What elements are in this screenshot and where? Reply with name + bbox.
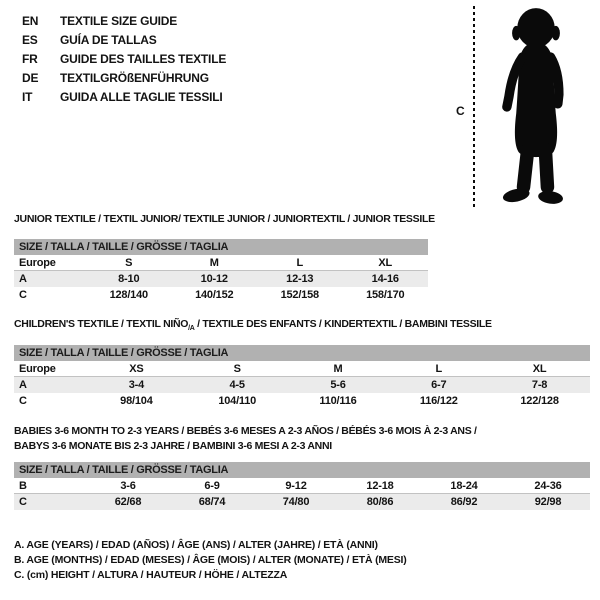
height-cell: 98/104: [120, 395, 153, 407]
age-cell: 5-6: [330, 379, 346, 391]
age-cell: 14-16: [371, 273, 399, 285]
height-cell: 152/158: [280, 289, 319, 301]
height-cell: 92/98: [534, 496, 562, 508]
row-label: C: [19, 395, 27, 407]
language-title: TEXTILGRÖßENFÜHRUNG: [60, 71, 209, 85]
toddler-foot-right: [537, 190, 563, 206]
size-cell: L: [435, 363, 443, 375]
language-title: GUIDE DES TAILLES TEXTILE: [60, 52, 227, 66]
table-row-europe: [14, 255, 428, 271]
height-cell: 140/152: [195, 289, 234, 301]
children-table-title: [14, 318, 492, 332]
row-label: Europe: [19, 257, 56, 269]
age-cell: 7-8: [531, 379, 548, 391]
height-cell: 80/86: [366, 496, 394, 508]
height-cell: 128/140: [109, 289, 148, 301]
junior-table-title: JUNIOR TEXTILE / TEXTIL JUNIOR/ TEXTILE JUNIOR / JUNIORTEXTIL / JUNIOR TESSILE: [14, 213, 435, 225]
height-dotted-line: [473, 6, 475, 207]
age-cell: 6-9: [204, 480, 220, 492]
table-row-europe: [14, 361, 590, 377]
language-code: ES: [22, 33, 38, 47]
age-cell: 24-36: [534, 480, 562, 492]
row-label: C: [19, 289, 27, 301]
language-code: DE: [22, 71, 39, 85]
row-label: C: [19, 496, 27, 508]
table-row-age: [14, 271, 428, 287]
language-code: EN: [22, 14, 39, 28]
height-measure-figure: [0, 0, 600, 215]
children-size-table: [14, 345, 590, 409]
table-row-height: [14, 287, 428, 303]
height-cell: 116/122: [419, 395, 458, 407]
language-title: GUÍA DE TALLAS: [60, 33, 157, 47]
age-cell: 12-13: [286, 273, 314, 285]
language-code: IT: [22, 90, 33, 104]
age-cell: 9-12: [285, 480, 307, 492]
footnote-height-cm: C. (cm) HEIGHT / ALTURA / HAUTEUR / HÖHE / ALTEZZA: [14, 569, 288, 581]
toddler-ear-left: [512, 26, 520, 41]
height-cell: 110/116: [319, 395, 357, 407]
babies-title-line2: BABYS 3-6 MONATE BIS 2-3 JAHRE / BAMBINI 3-6 MESI A 2-3 ANNI: [14, 440, 332, 452]
row-label: A: [19, 273, 27, 285]
height-measure-label: C: [456, 104, 465, 118]
babies-table-title: [14, 424, 477, 454]
age-cell: 18-24: [450, 480, 478, 492]
row-label: B: [19, 480, 27, 492]
size-cell: S: [233, 363, 241, 375]
size-header-bar: SIZE / TALLA / TAILLE / GRÖSSE / TAGLIA: [14, 345, 590, 361]
height-cell: 122/128: [520, 395, 559, 407]
table-row-height: [14, 393, 590, 409]
language-title: TEXTILE SIZE GUIDE: [60, 14, 178, 28]
age-cell: 4-5: [229, 379, 245, 391]
row-label: Europe: [19, 363, 56, 375]
size-cell: XL: [378, 257, 393, 269]
babies-title-line1: BABIES 3-6 MONTH TO 2-3 YEARS / BEBÉS 3-6 MESES A 2-3 AÑOS / BÉBÉS 3-6 MOIS À 2-3 ANS /: [14, 425, 477, 437]
language-title: GUIDA ALLE TAGLIE TESSILI: [60, 90, 223, 104]
height-cell: 104/110: [218, 395, 257, 407]
age-cell: 12-18: [366, 480, 394, 492]
age-cell: 10-12: [200, 273, 228, 285]
toddler-ear-right: [552, 26, 560, 41]
size-cell: M: [333, 363, 343, 375]
table-row-age-months: [14, 478, 590, 494]
footnote-age-months: B. AGE (MONTHS) / EDAD (MESES) / ÂGE (MOIS) / ALTER (MONATE) / ETÀ (MESI): [14, 554, 407, 566]
children-title-prefix: CHILDREN'S TEXTILE / TEXTIL NIÑO: [14, 318, 189, 330]
table-row-height: [14, 494, 590, 510]
row-label: A: [19, 379, 27, 391]
size-cell: M: [209, 257, 219, 269]
height-cell: 74/80: [282, 496, 310, 508]
size-cell: XS: [129, 363, 144, 375]
age-cell: 3-4: [128, 379, 145, 391]
language-code: FR: [22, 52, 38, 66]
height-cell: 62/68: [114, 496, 142, 508]
footnote-age-years: A. AGE (YEARS) / EDAD (AÑOS) / ÂGE (ANS) / ALTER (JAHRE) / ETÀ (ANNI): [14, 539, 378, 551]
children-title-suffix: / TEXTILE DES ENFANTS / KINDERTEXTIL / BAMBINI TESSILE: [194, 318, 492, 330]
age-cell: 6-7: [431, 379, 447, 391]
size-cell: XL: [532, 363, 547, 375]
toddler-silhouette-icon: [484, 4, 588, 212]
toddler-silhouette-shapes: [502, 8, 564, 205]
age-cell: 3-6: [120, 480, 136, 492]
legend-footnotes: [14, 538, 407, 583]
toddler-leg-left: [524, 150, 528, 187]
height-cell: 86/92: [450, 496, 478, 508]
size-cell: S: [125, 257, 133, 269]
age-cell: 8-10: [118, 273, 140, 285]
size-cell: L: [296, 257, 304, 269]
toddler-leg-right: [545, 150, 547, 187]
height-cell: 158/170: [366, 289, 405, 301]
size-header-bar: SIZE / TALLA / TAILLE / GRÖSSE / TAGLIA: [14, 462, 590, 478]
table-row-age: [14, 377, 590, 393]
junior-size-table: [14, 239, 428, 303]
height-cell: 68/74: [198, 496, 226, 508]
size-header-bar: SIZE / TALLA / TAILLE / GRÖSSE / TAGLIA: [14, 239, 428, 255]
children-title-subscript: /A: [188, 325, 195, 333]
babies-size-table: [14, 462, 590, 510]
